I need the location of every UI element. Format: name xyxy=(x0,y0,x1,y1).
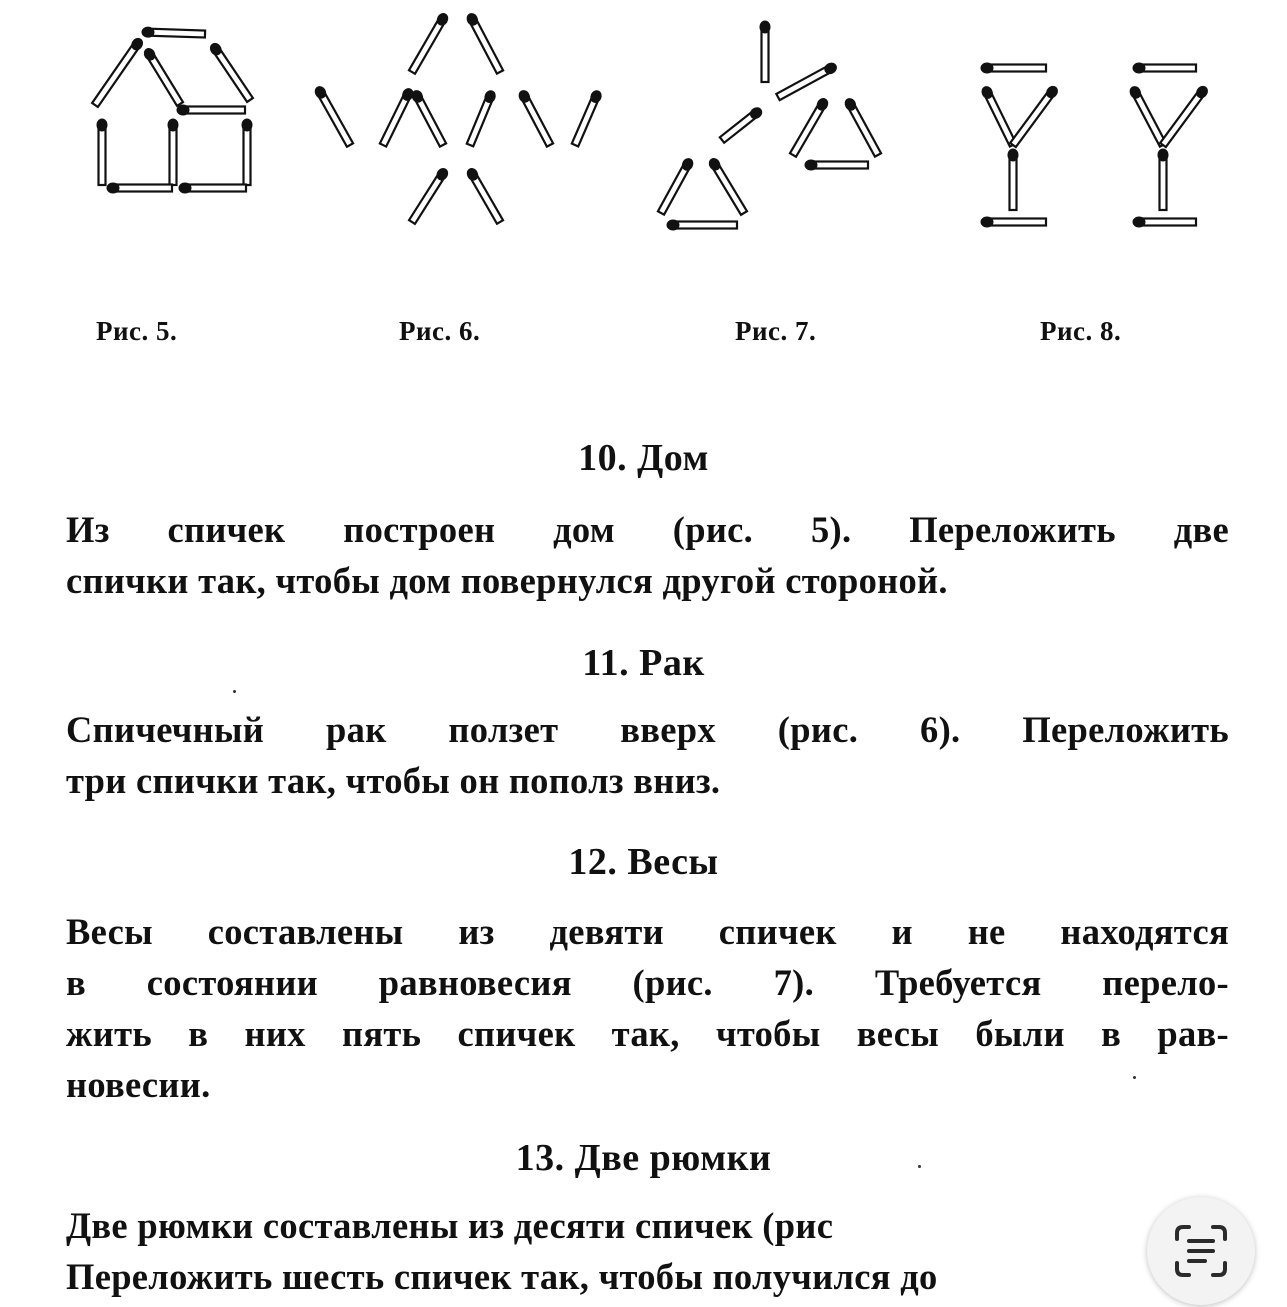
problem-title-13: 13. Две рюмки xyxy=(515,1137,772,1179)
figure-caption-7: Рис. 7. xyxy=(735,316,817,346)
matchstick xyxy=(979,84,1018,147)
matchstick xyxy=(168,119,179,186)
matchstick xyxy=(312,84,354,148)
figures-area xyxy=(0,0,1287,260)
figure-caption-6: Рис. 6. xyxy=(399,316,481,346)
matchstick xyxy=(177,105,246,116)
print-speck xyxy=(233,690,236,693)
matchstick xyxy=(1008,149,1019,211)
matchstick xyxy=(464,11,504,74)
matchstick-scales-figure xyxy=(656,21,883,231)
matchstick xyxy=(464,166,504,225)
problem-text-13 xyxy=(66,1200,1151,1302)
text-line: Переложить шесть спичек так, чтобы получился до xyxy=(66,1256,938,1297)
matchstick xyxy=(97,119,108,186)
text-line: Две рюмки составлены из десяти спичек (рис xyxy=(66,1205,834,1246)
text-line: три спички так, чтобы он пополз вниз. xyxy=(66,760,721,801)
matchstick-glasses-figure xyxy=(979,63,1210,228)
text-line: спички так, чтобы дом повернулся другой стороной. xyxy=(66,560,948,601)
problem-text-12 xyxy=(66,906,1229,1110)
matchstick-crayfish-figure xyxy=(312,11,603,225)
matchstick xyxy=(409,88,447,147)
matchstick xyxy=(719,105,765,145)
matchstick xyxy=(1133,217,1197,228)
matchstick xyxy=(667,220,738,231)
problem-title-11: 11. Рак xyxy=(582,642,705,684)
matchstick xyxy=(842,96,882,158)
matchstick xyxy=(1158,149,1169,211)
text-scan-button[interactable] xyxy=(1147,1197,1255,1305)
figure-caption-5: Рис. 5. xyxy=(96,316,178,346)
matchstick xyxy=(707,156,749,216)
text-line: Из спичек построен дом (рис. 5). Переложить две xyxy=(66,509,1229,550)
problem-title-10: 10. Дом xyxy=(578,437,709,479)
matchstick xyxy=(805,160,869,171)
matchstick xyxy=(179,183,247,194)
matchstick xyxy=(570,88,604,147)
matchstick xyxy=(1127,84,1167,147)
text-line: Спичечный рак ползет вверх (рис. 6). Переложить xyxy=(66,709,1229,750)
matchstick xyxy=(107,183,173,194)
matchstick xyxy=(656,156,695,216)
matchstick xyxy=(1009,84,1061,149)
matchstick xyxy=(760,21,771,83)
matchstick xyxy=(141,26,205,39)
matchstick xyxy=(407,166,450,225)
text-scan-icon xyxy=(1171,1221,1231,1281)
matchstick xyxy=(378,86,416,147)
matchstick xyxy=(407,11,450,75)
matchstick xyxy=(208,41,255,103)
problem-text-11 xyxy=(66,704,1229,806)
print-speck xyxy=(918,1165,921,1168)
matchstick xyxy=(465,89,498,148)
text-line: новесии. xyxy=(66,1064,211,1105)
matchstick xyxy=(516,88,554,147)
matchstick xyxy=(142,46,185,107)
problem-title-12: 12. Весы xyxy=(568,841,719,883)
problem-text-10 xyxy=(66,504,1229,606)
matchstick xyxy=(981,63,1047,74)
matchstick-house-figure xyxy=(90,26,254,193)
matchstick xyxy=(90,36,145,108)
text-line: жить в них пять спичек так, чтобы весы были в рав- xyxy=(66,1013,1229,1054)
figure-caption-8: Рис. 8. xyxy=(1040,316,1122,346)
matchstick xyxy=(788,96,830,158)
text-line: Весы составлены из девяти спичек и не находятся xyxy=(66,911,1229,952)
matchstick xyxy=(775,60,839,101)
matchstick xyxy=(1159,84,1211,149)
matchstick xyxy=(1133,63,1197,74)
matchstick xyxy=(242,119,253,186)
text-line: в состоянии равновесия (рис. 7). Требуется перело- xyxy=(66,962,1229,1003)
matchstick xyxy=(981,217,1047,228)
print-speck xyxy=(1133,1076,1136,1079)
